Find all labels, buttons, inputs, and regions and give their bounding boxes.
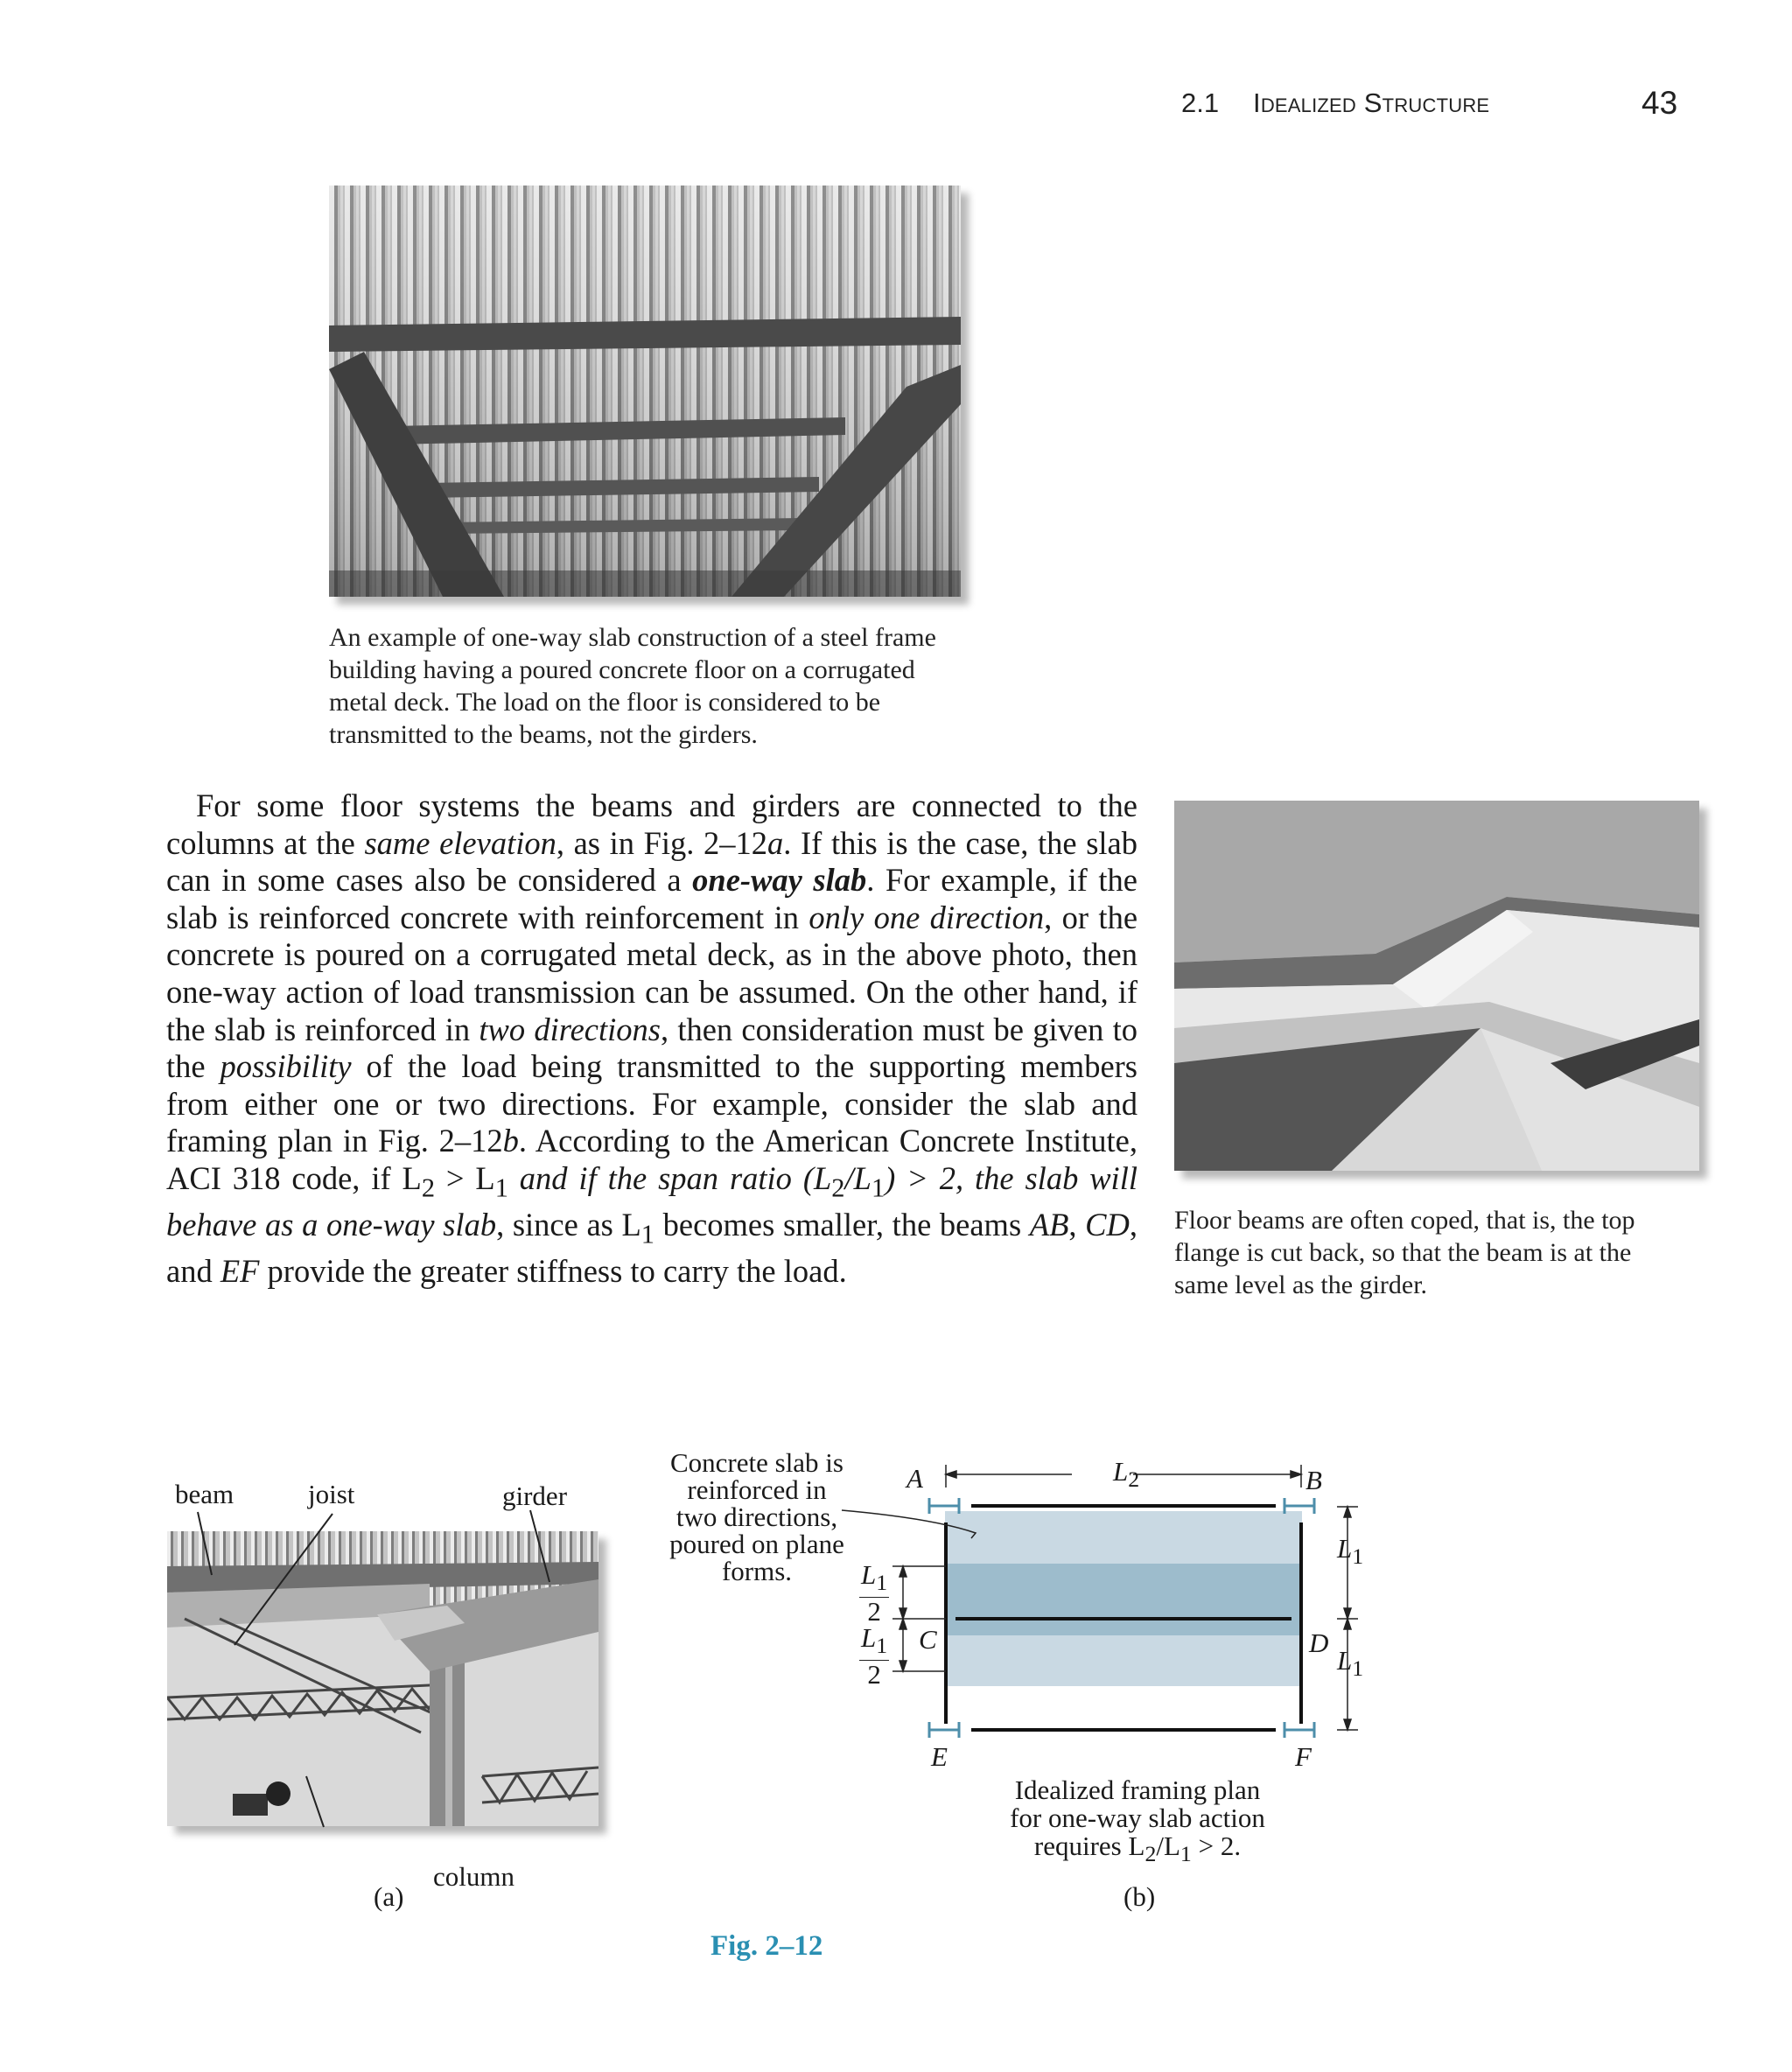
section-title: Idealized Structure: [1253, 88, 1490, 118]
section-number: 2.1: [1181, 88, 1220, 118]
fig-a-tag: (a): [374, 1881, 404, 1912]
deck-photo: [329, 186, 961, 597]
beam-label: beam: [175, 1479, 234, 1509]
figure-label: Fig. 2–12: [710, 1930, 823, 1962]
joist-label: joist: [308, 1479, 355, 1509]
fig-a-leader-lines: [158, 1479, 612, 1890]
framing-plan-caption: Idealized framing plan for one-way slab action requires $L_2/L_1 > 2$.: [1010, 1774, 1265, 1867]
dim-half-l1-lower: $L_1$ 2: [861, 1622, 888, 1690]
slab-note: Concrete slab is reinforced in two directions, poured on plane forms.: [669, 1447, 844, 1586]
dim-l1-upper-label: $L_1$: [1337, 1533, 1364, 1570]
point-f: F: [1295, 1741, 1312, 1772]
dim-half-l1-upper: $L_1$ 2: [861, 1559, 888, 1628]
fig-b-tag: (b): [1124, 1881, 1156, 1912]
deck-photo-caption: An example of one-way slab construction of a steel frame building having a poured concrete floor on a corrugated metal deck. The load on the floor is considered to be transmitted to the beams, not the girders.: [329, 623, 936, 749]
point-a: A: [906, 1463, 923, 1494]
coped-beam-photo: [1174, 801, 1699, 1171]
girder-label: girder: [502, 1480, 568, 1511]
point-c: C: [919, 1624, 937, 1655]
dim-l2-label: $L_2$: [1113, 1456, 1140, 1493]
coped-beam-caption: Floor beams are often coped, that is, the top flange is cut back, so that the beam is at the same level as the girder.: [1174, 1206, 1635, 1299]
slab-dark-strip: [945, 1564, 1302, 1635]
column-label: column: [433, 1861, 514, 1892]
dim-left: [892, 1566, 946, 1671]
point-e: E: [931, 1741, 948, 1772]
page-number: 43: [1642, 85, 1678, 121]
body-paragraph: For some floor systems the beams and girders are connected to the columns at the same elevation, as in Fig. 2–12a. If this is the case, the slab can in some cases also be considered a one-way slab. For example, if the slab is reinforced concrete with reinforcement in only one direction, or the concrete is poured on a corrugated metal deck, as in the above photo, then one-way action of load transmission can be assumed. On the other hand, if the slab is reinforced in two directions, then consideration must be given to the possibility of the load being transmitted to the supporting members from either one or two directions. For example, consider the slab and framing plan in Fig. 2–12b. According to the American Concrete Institute, ACI 318 code, if $L_2 > L_1$ and if the span ratio $(L_2/L_1) > 2$, the slab will behave as a one-way slab, since as $L_1$ becomes smaller, the beams AB, CD, and EF provide the greater stiffness to carry the load.: [166, 788, 1138, 1289]
point-d: D: [1309, 1628, 1329, 1658]
dim-l1-lower-label: $L_1$: [1337, 1645, 1364, 1682]
point-b: B: [1306, 1465, 1322, 1495]
